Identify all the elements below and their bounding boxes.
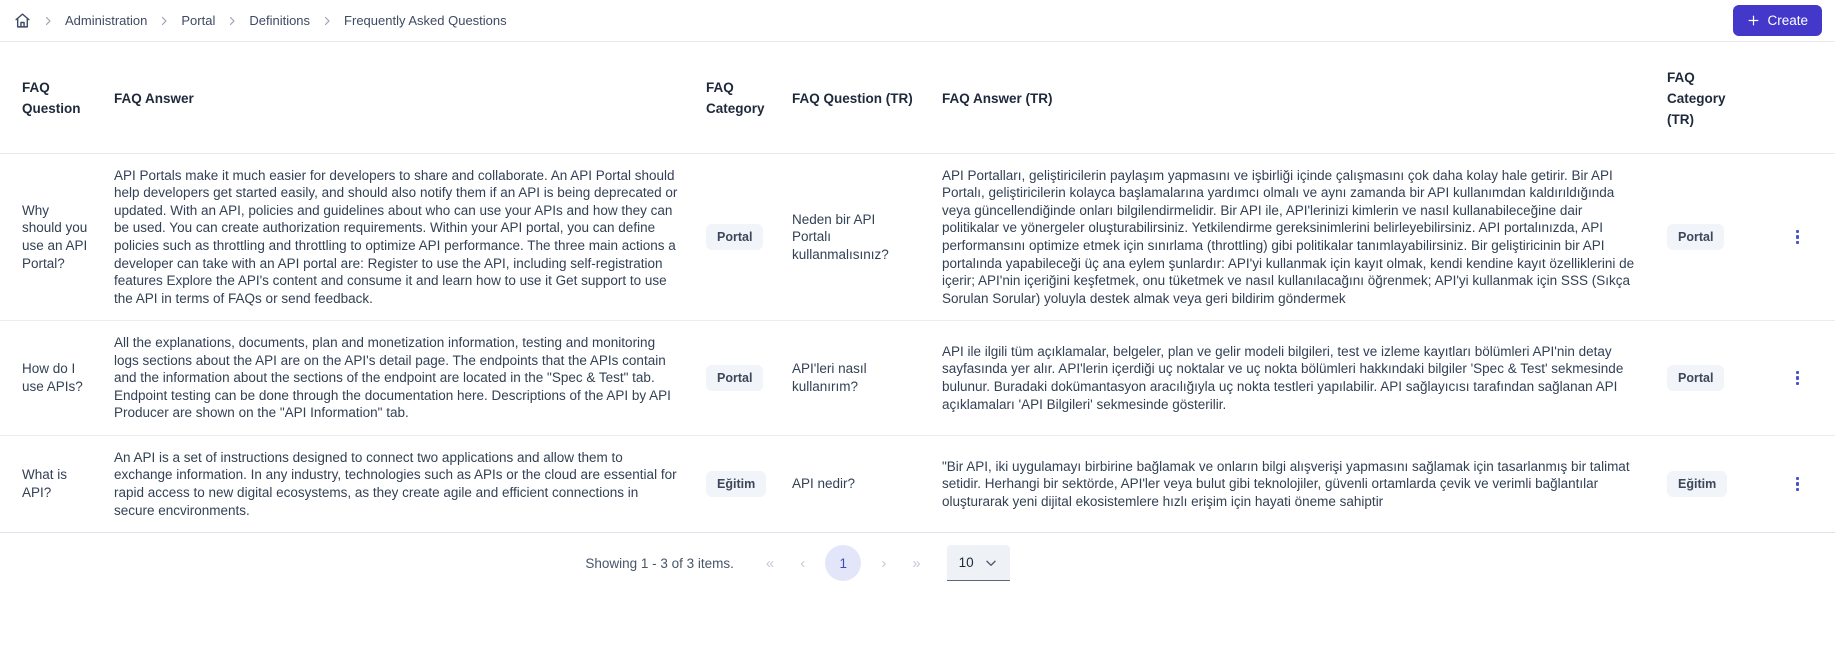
last-page-button[interactable]: » <box>906 551 926 576</box>
chevron-right-icon <box>226 15 238 27</box>
row-actions-button[interactable] <box>1790 471 1805 498</box>
category-tr-badge: Eğitim <box>1667 471 1727 497</box>
column-header-faq-category: FAQ Category <box>694 42 780 153</box>
home-icon[interactable] <box>14 12 31 29</box>
table-header-row <box>0 42 1835 153</box>
table-row <box>0 435 1835 532</box>
column-header-faq-category-tr: FAQ Category (TR) <box>1655 42 1760 153</box>
column-header-faq-question: FAQ Question <box>0 42 102 153</box>
row-actions-button[interactable] <box>1790 224 1805 251</box>
category-tr-badge: Portal <box>1667 224 1724 250</box>
row-actions-button[interactable] <box>1790 365 1805 392</box>
faq-question-cell: Why should you use an API Portal? <box>0 153 102 320</box>
faq-question-tr-cell: API nedir? <box>780 435 930 532</box>
create-button-label: Create <box>1767 13 1808 28</box>
breadcrumb-item-administration[interactable]: Administration <box>65 13 148 28</box>
table-row <box>0 321 1835 436</box>
first-page-button[interactable]: « <box>760 551 780 576</box>
breadcrumb-item-portal[interactable]: Portal <box>181 13 216 28</box>
page-size-select[interactable] <box>947 545 1010 581</box>
chevron-right-icon <box>158 15 170 27</box>
column-header-faq-answer-tr: FAQ Answer (TR) <box>930 42 1655 153</box>
category-badge: Eğitim <box>706 471 766 497</box>
faq-question-tr-cell: API'leri nasıl kullanırım? <box>780 321 930 436</box>
table-row <box>0 153 1835 320</box>
faq-answer-cell: All the explanations, documents, plan and monetization information, testing and monitoring logs sections about the API are on the API's detail page. The endpoints that the APIs contain and the information about the sections of the endpoint are located in the "Spec & Test" tab. Endpoint testing can be done through the documentation here. Descriptions of the API by API Producer are shown on the "API Information" tab. <box>102 321 694 436</box>
category-badge: Portal <box>706 224 763 250</box>
column-header-faq-question-tr: FAQ Question (TR) <box>780 42 930 153</box>
pagination <box>0 533 1835 581</box>
faq-table <box>0 42 1835 533</box>
category-badge: Portal <box>706 365 763 391</box>
faq-question-tr-cell: Neden bir API Portalı kullanmalısınız? <box>780 153 930 320</box>
faq-table-container <box>0 42 1835 669</box>
faq-answer-tr-cell: API ile ilgili tüm açıklamalar, belgeler, plan ve gelir modeli bilgileri, test ve izleme kayıtları bölümleri API'nin detay sayfasında yer alır. API'lerin içerdiği uç noktalar ve uç nokta bölümleri hakkındaki bilgiler 'Spec & Test' sekmesinde bulunur. Buradaki dokümantasyon aracılığıyla uç nokta testleri yapılabilir. API sağlayıcısı tarafından sağlanan API açıklamaları 'API Bilgileri' sekmesinde gösterilir. <box>930 321 1655 436</box>
chevron-right-icon <box>321 15 333 27</box>
top-bar <box>0 0 1835 42</box>
create-button[interactable] <box>1733 5 1822 36</box>
category-tr-badge: Portal <box>1667 365 1724 391</box>
breadcrumb <box>14 12 507 29</box>
faq-question-cell: What is API? <box>0 435 102 532</box>
faq-answer-cell: An API is a set of instructions designed to connect two applications and allow them to exchange information. In any industry, technologies such as APIs or the cloud are essential for rapid access to new digital ecosystems, as they create agile and efficient connections in secure encvironments. <box>102 435 694 532</box>
chevron-right-icon <box>42 15 54 27</box>
page-size-value: 10 <box>958 555 974 571</box>
faq-answer-tr-cell: API Portalları, geliştiricilerin paylaşım yapmasını ve işbirliği içinde çalışmasını çok daha kolay hale getirir. Bir API Portalı, geliştiricilerin kolayca başlamalarına yardımcı olmalı ve aynı zamanda bir API kullanımdan kaldırıldığında veya güncellendiğinde onları bilgilendirmelidir. Bir API ile, API'lerinizi kimlerin ve nasıl kullanabileceğine dair politikalar ve yönergeler oluşturabilirsiniz. Yetkilendirme gereksinimlerini belirleyebilirsiniz. API portalınızda, API performansını optimize etmek için sınırlama (throttling) gibi politikalar tanımlayabilirsiniz. Bir geliştiricinin bir API portalında yapabileceği üç ana eylem şunlardır: API'yi kullanmak için kayıt olmak, kendi kendine kayıt özelliklerini de içerir; API'nin içeriğini keşfetmek, onu tüketmek ve nasıl kullanılacağını öğrenmek; API'yi kullanmak için SSS (Sıkça Sorulan Sorular) yoluyla destek almak veya geri bildirim göndermek <box>930 153 1655 320</box>
pagination-summary: Showing 1 - 3 of 3 items. <box>585 555 734 571</box>
column-header-actions <box>1760 42 1835 153</box>
faq-answer-cell: API Portals make it much easier for developers to share and collaborate. An API Portal should help developers get started easily, and should also notify them if an API is being deprecated or updated. With an API, policies and guidelines about who can use your APIs and how they can be used. You can create authorization requirements. Within your API portal, you can define policies such as throttling and throttling to optimize API performance. The three main actions a developer can take with an API portal are: Register to use the API, including self-registration features Explore the API's content and consume it and learn how to use it Get support to use the API in terms of FAQs or send feedback. <box>102 153 694 320</box>
next-page-button[interactable]: › <box>875 551 892 576</box>
faq-question-cell: How do I use APIs? <box>0 321 102 436</box>
previous-page-button[interactable]: ‹ <box>794 551 811 576</box>
column-header-faq-answer: FAQ Answer <box>102 42 694 153</box>
breadcrumb-item-definitions[interactable]: Definitions <box>249 13 311 28</box>
chevron-down-icon <box>984 556 998 570</box>
faq-answer-tr-cell: "Bir API, iki uygulamayı birbirine bağlamak ve onların bilgi alışverişi yapmasını sağlamak için tasarlanmış bir talimat setidir. Herhangi bir sektörde, API'ler veya bulut gibi teknolojiler, güvenli ortamlarda çevik ve verimli bağlantılar oluşturarak yeni dijital ekosistemlere hızlı erişim için hayati öneme sahiptir <box>930 435 1655 532</box>
page-1-button[interactable]: 1 <box>825 545 861 581</box>
plus-icon <box>1747 14 1760 27</box>
breadcrumb-item-faq: Frequently Asked Questions <box>344 13 507 28</box>
